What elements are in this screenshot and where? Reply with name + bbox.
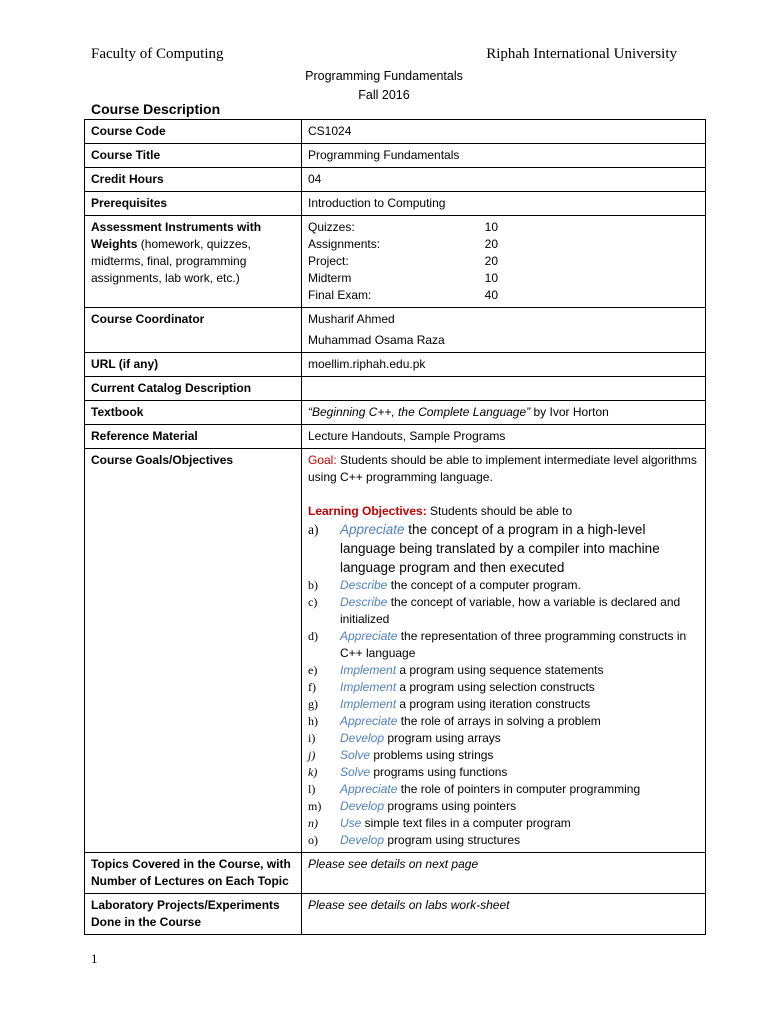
objective-marker: d): [308, 629, 318, 643]
table-row: [85, 120, 706, 144]
objective-text: a program using sequence statements: [396, 663, 604, 677]
weight-name: Assignments:: [308, 237, 381, 251]
row-label: Course Code: [85, 120, 302, 144]
table-row: [85, 449, 706, 853]
objective-text: a program using selection constructs: [396, 680, 595, 694]
objective-marker: n): [308, 816, 318, 830]
objective-item: [308, 730, 699, 747]
row-label: Laboratory Projects/Experiments Done in the Course: [85, 894, 302, 935]
objective-verb: Describe: [340, 595, 388, 609]
objective-verb: Describe: [340, 578, 388, 592]
weight-value: 10: [484, 271, 498, 285]
objective-marker: g): [308, 697, 318, 711]
coordinator-name: Musharif Ahmed: [308, 312, 395, 326]
objective-text: the role of pointers in computer programming: [397, 782, 641, 796]
row-label: Course Title: [85, 144, 302, 168]
weight-value: 10: [484, 220, 498, 234]
row-value: Lecture Handouts, Sample Programs: [302, 425, 706, 449]
row-label: Reference Material: [85, 425, 302, 449]
objective-item: [308, 747, 699, 764]
assessment-label-bold: Assessment Instruments with Weights: [91, 220, 262, 251]
objectives-intro: [308, 503, 699, 520]
table-row: [85, 192, 706, 216]
objective-item: [308, 696, 699, 713]
course-url: moellim.riphah.edu.pk: [302, 353, 706, 377]
objective-item: [308, 577, 699, 594]
objective-marker: c): [308, 595, 318, 609]
objective-item: [308, 781, 699, 798]
university-header: Riphah International University: [486, 46, 677, 62]
objective-marker: i): [308, 731, 316, 745]
objective-verb: Appreciate: [340, 629, 398, 643]
objective-verb: Solve: [340, 748, 371, 762]
weight-value: 20: [484, 237, 498, 251]
table-row: [85, 308, 706, 353]
coordinator-name: Muhammad Osama Raza: [308, 333, 445, 347]
row-label: Credit Hours: [85, 168, 302, 192]
row-value: Programming Fundamentals: [302, 144, 706, 168]
objective-marker: j): [308, 748, 316, 762]
objective-text: program using structures: [384, 833, 521, 847]
row-value: Please see details on next page: [302, 853, 706, 894]
textbook-title: “Beginning C++, the Complete Language”: [308, 405, 531, 419]
faculty-header: Faculty of Computing: [91, 46, 224, 62]
row-value: Please see details on labs work-sheet: [302, 894, 706, 935]
course-description-table: [84, 119, 706, 935]
objective-text: programs using functions: [370, 765, 508, 779]
weight-item: [308, 219, 498, 236]
objective-text: simple text files in a computer program: [361, 816, 571, 830]
goal-paragraph: [308, 452, 699, 486]
weight-item: [308, 270, 498, 287]
objective-marker: m): [308, 799, 322, 813]
objective-marker: e): [308, 663, 318, 677]
objective-marker: h): [308, 714, 318, 728]
objective-text: problems using strings: [370, 748, 494, 762]
objective-verb: Develop: [340, 731, 385, 745]
objective-verb: Solve: [340, 765, 371, 779]
weight-name: Midterm: [308, 271, 352, 285]
weight-item: [308, 236, 498, 253]
textbook-author: by Ivor Horton: [530, 405, 609, 419]
textbook-value: [302, 401, 706, 425]
row-label: Prerequisites: [85, 192, 302, 216]
table-row: [85, 894, 706, 935]
objective-text: the concept of a computer program.: [387, 578, 581, 592]
term-heading: Fall 2016: [358, 88, 410, 102]
row-value: Introduction to Computing: [302, 192, 706, 216]
weight-item: [308, 253, 498, 270]
coordinator-names: [302, 308, 706, 353]
table-row: [85, 216, 706, 308]
weight-name: Project:: [308, 254, 349, 268]
table-row: [85, 353, 706, 377]
objective-marker: b): [308, 578, 318, 592]
table-row: [85, 401, 706, 425]
row-label: [85, 216, 302, 308]
objective-text: a program using iteration constructs: [396, 697, 591, 711]
objective-marker: f): [308, 680, 316, 694]
objective-verb: Appreciate: [340, 714, 398, 728]
objective-item: [308, 662, 699, 679]
assessment-label-detail: (homework, quizzes, midterms, final, programming assignments, lab work, etc.): [91, 237, 251, 285]
row-label: Course Goals/Objectives: [85, 449, 302, 853]
table-row: [85, 144, 706, 168]
weight-name: Quizzes:: [308, 220, 355, 234]
table-row: [85, 425, 706, 449]
goal-label: Goal:: [308, 453, 337, 467]
objective-marker: k): [308, 765, 318, 779]
section-title: Course Description: [91, 101, 221, 117]
objective-item: [308, 679, 699, 696]
objective-text: the representation of three programming constructs in C++ language: [340, 629, 687, 660]
row-value: 04: [302, 168, 706, 192]
row-label: Current Catalog Description: [85, 377, 302, 401]
weight-value: 40: [484, 288, 498, 302]
objective-verb: Develop: [340, 833, 385, 847]
objective-marker: o): [308, 833, 318, 847]
row-label: Course Coordinator: [85, 308, 302, 353]
objective-marker: a): [308, 522, 319, 537]
objective-verb: Appreciate: [340, 522, 405, 537]
row-label: URL (if any): [85, 353, 302, 377]
row-value: [302, 377, 706, 401]
objective-text: program using arrays: [384, 731, 501, 745]
objective-verb: Implement: [340, 697, 397, 711]
objective-item: [308, 815, 699, 832]
table-row: [85, 853, 706, 894]
table-row: [85, 377, 706, 401]
goal-text: Students should be able to implement intermediate level algorithms using C++ programming language.: [308, 453, 697, 484]
objective-text: programs using pointers: [384, 799, 517, 813]
weight-name: Final Exam:: [308, 288, 372, 302]
objective-verb: Implement: [340, 680, 397, 694]
objectives-intro-text: Students should be able to: [426, 504, 573, 518]
page-number: 1: [91, 951, 98, 966]
objective-item: [308, 628, 699, 662]
objective-item: [308, 594, 699, 628]
course-name-heading: Programming Fundamentals: [305, 69, 463, 83]
objective-text: the concept of variable, how a variable is declared and initialized: [340, 595, 681, 626]
objective-item: [308, 832, 699, 849]
row-label: Topics Covered in the Course, with Number of Lectures on Each Topic: [85, 853, 302, 894]
objective-item: [308, 798, 699, 815]
objective-verb: Appreciate: [340, 782, 398, 796]
objective-item: [308, 713, 699, 730]
objective-verb: Develop: [340, 799, 385, 813]
assessment-weights: [302, 216, 706, 308]
objective-item: [308, 764, 699, 781]
weight-value: 20: [484, 254, 498, 268]
document-title-block: [0, 67, 768, 105]
objective-item: [308, 520, 699, 577]
goals-cell: [302, 449, 706, 853]
objective-verb: Use: [340, 816, 362, 830]
weight-item: [308, 287, 498, 304]
objective-text: the concept of a program in a high-level language being translated by a compiler into machine language program and then executed: [340, 522, 660, 575]
objectives-label: Learning Objectives:: [308, 504, 427, 518]
objective-text: the role of arrays in solving a problem: [397, 714, 601, 728]
row-label: Textbook: [85, 401, 302, 425]
objective-verb: Implement: [340, 663, 397, 677]
objective-marker: l): [308, 782, 316, 796]
row-value: CS1024: [302, 120, 706, 144]
table-row: [85, 168, 706, 192]
